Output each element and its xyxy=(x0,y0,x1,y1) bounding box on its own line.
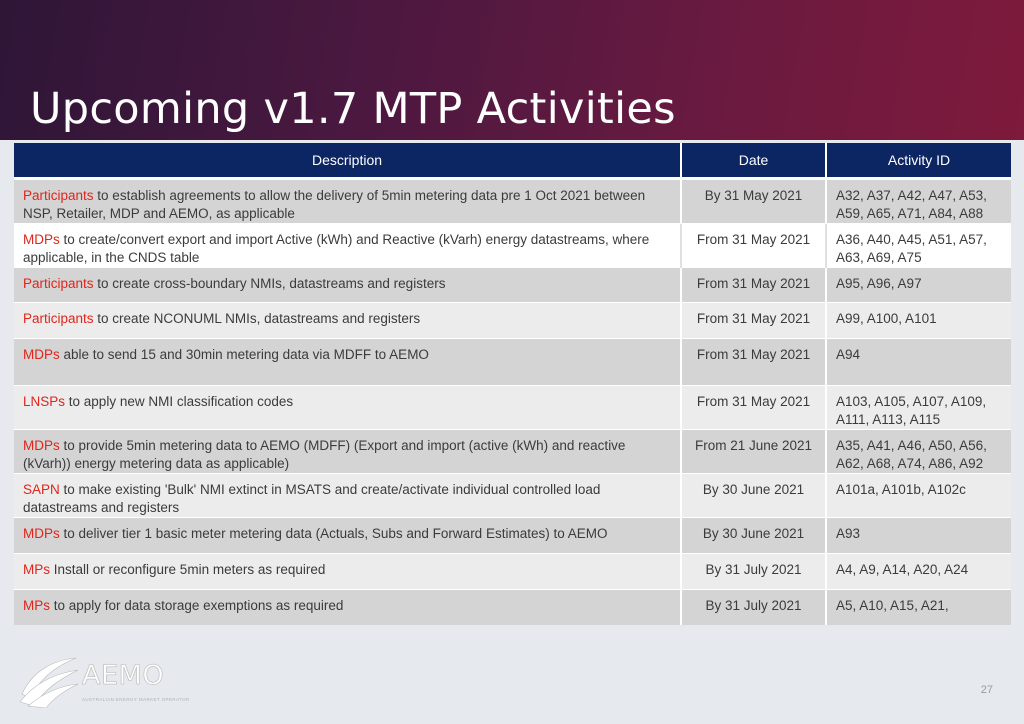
description-cell xyxy=(14,430,681,474)
description-text: to make existing 'Bulk' NMI extinct in MSATS and create/activate individual controlled load datastreams and registers xyxy=(23,482,601,515)
description-text: to deliver tier 1 basic meter metering data (Actuals, Subs and Forward Estimates) to AEMO xyxy=(59,526,608,541)
description-text: to create cross-boundary NMIs, datastreams and registers xyxy=(93,276,446,291)
date-cell: By 31 July 2021 xyxy=(681,590,826,625)
activity-id-cell: A5, A10, A15, A21, xyxy=(826,590,1011,625)
description-text: to apply for data storage exemptions as required xyxy=(50,598,344,613)
description-text: to establish agreements to allow the delivery of 5min metering data pre 1 Oct 2021 between NSP, Retailer, MDP and AEMO, as applicable xyxy=(23,188,646,221)
table-row xyxy=(14,268,1011,303)
date-cell: By 31 May 2021 xyxy=(681,179,826,224)
activity-id-cell: A94 xyxy=(826,339,1011,386)
description-text: Install or reconfigure 5min meters as required xyxy=(50,562,326,577)
logo-subtext: AUSTRALIAN ENERGY MARKET OPERATOR xyxy=(82,697,190,702)
description-cell xyxy=(14,590,681,625)
date-cell: From 31 May 2021 xyxy=(681,268,826,303)
date-cell: By 30 June 2021 xyxy=(681,474,826,518)
date-cell: From 31 May 2021 xyxy=(681,224,826,268)
date-cell: By 31 July 2021 xyxy=(681,554,826,590)
date-cell: By 30 June 2021 xyxy=(681,518,826,554)
activity-id-cell: A101a, A101b, A102c xyxy=(826,474,1011,518)
description-text: to apply new NMI classification codes xyxy=(65,394,294,409)
table-row xyxy=(14,590,1011,625)
description-text: to create NCONUML NMIs, datastreams and registers xyxy=(93,311,421,326)
page-number: 27 xyxy=(980,684,993,696)
activity-id-cell: A103, A105, A107, A109, A111, A113, A115 xyxy=(826,386,1011,430)
description-cell xyxy=(14,518,681,554)
date-cell: From 21 June 2021 xyxy=(681,430,826,474)
actor-label: LNSPs xyxy=(23,394,66,409)
description-cell xyxy=(14,268,681,303)
column-header-date: Date xyxy=(681,143,826,179)
aemo-logo xyxy=(18,654,190,710)
activity-id-cell: A99, A100, A101 xyxy=(826,303,1011,339)
logo-wordmark: AEMO xyxy=(82,660,165,691)
aemo-swirl-icon xyxy=(18,654,80,708)
date-cell: From 31 May 2021 xyxy=(681,339,826,386)
actor-label: Participants xyxy=(23,276,94,291)
activity-id-cell: A95, A96, A97 xyxy=(826,268,1011,303)
table-row xyxy=(14,554,1011,590)
description-cell xyxy=(14,386,681,430)
description-cell xyxy=(14,474,681,518)
activities-table xyxy=(14,143,1011,625)
page-title: Upcoming v1.7 MTP Activities xyxy=(30,84,676,134)
actor-label: Participants xyxy=(23,188,94,203)
activity-id-cell: A35, A41, A46, A50, A56, A62, A68, A74, A86, A92 xyxy=(826,430,1011,474)
table-row xyxy=(14,224,1011,268)
description-text: to provide 5min metering data to AEMO (MDFF) (Export and import (active (kWh) and reactive (kVarh)) energy metering data as applicable) xyxy=(23,438,626,471)
description-cell xyxy=(14,179,681,224)
description-cell xyxy=(14,339,681,386)
actor-label: SAPN xyxy=(23,482,60,497)
activity-id-cell: A36, A40, A45, A51, A57, A63, A69, A75 xyxy=(826,224,1011,268)
actor-label: MDPs xyxy=(23,438,60,453)
table-row xyxy=(14,430,1011,474)
description-cell xyxy=(14,224,681,268)
actor-label: MDPs xyxy=(23,526,60,541)
actor-label: MDPs xyxy=(23,232,60,247)
slide-header xyxy=(0,0,1024,140)
actor-label: MDPs xyxy=(23,347,60,362)
activity-id-cell: A93 xyxy=(826,518,1011,554)
description-cell xyxy=(14,303,681,339)
date-cell: From 31 May 2021 xyxy=(681,386,826,430)
column-header-description: Description xyxy=(14,143,681,179)
activity-id-cell: A4, A9, A14, A20, A24 xyxy=(826,554,1011,590)
table-row xyxy=(14,303,1011,339)
table-row xyxy=(14,339,1011,386)
column-header-activity-id: Activity ID xyxy=(826,143,1011,179)
actor-label: MPs xyxy=(23,598,50,613)
table-row xyxy=(14,386,1011,430)
table-row xyxy=(14,518,1011,554)
table-row xyxy=(14,179,1011,224)
table-header-row xyxy=(14,143,1011,179)
actor-label: Participants xyxy=(23,311,94,326)
description-text: able to send 15 and 30min metering data via MDFF to AEMO xyxy=(59,347,429,362)
activity-id-cell: A32, A37, A42, A47, A53, A59, A65, A71, A84, A88 xyxy=(826,179,1011,224)
description-text: to create/convert export and import Active (kWh) and Reactive (kVarh) energy datastreams, where applicable, in the CNDS table xyxy=(23,232,650,265)
date-cell: From 31 May 2021 xyxy=(681,303,826,339)
description-cell xyxy=(14,554,681,590)
actor-label: MPs xyxy=(23,562,50,577)
table-row xyxy=(14,474,1011,518)
